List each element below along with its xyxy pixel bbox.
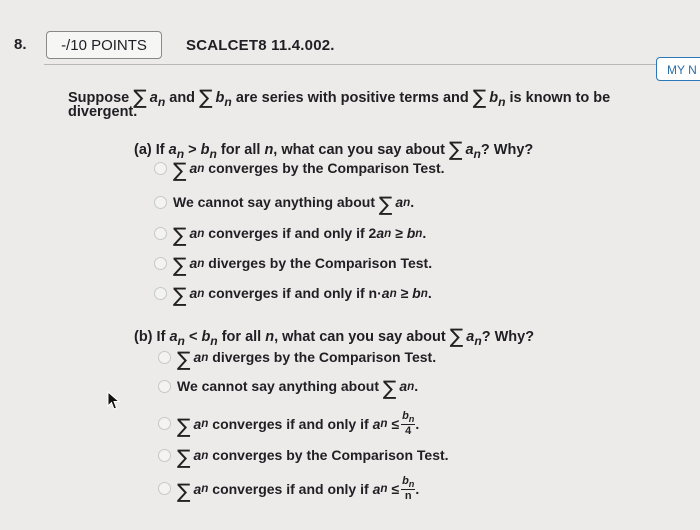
intro-line: Suppose ∑ $a_n$ and ∑ $b_n$ are series with positive terms and ∑ $b_n$ is known to be [68,85,611,109]
radio-button[interactable] [158,482,171,495]
radio-button[interactable] [154,162,167,175]
part-a-option-5[interactable]: ∑ a n converges if and only if n· a n ≥ b n . [154,281,432,305]
points-box: -/10 POINTS [46,31,162,59]
part-b-option-2[interactable]: We cannot say anything about ∑ a n . [158,374,418,398]
intro-line-2: divergent. [68,104,138,120]
radio-button[interactable] [154,287,167,300]
header-divider [44,64,700,65]
part-b-option-3[interactable]: ∑ a n converges if and only if a n ≤ $\frac{b_n}{4}$ . [158,410,419,437]
part-b-question: (b) If $a_n < b_n$ for all n, what can you say about ∑ $a_n$? Why? [134,324,535,348]
sigma-icon: ∑ [177,478,191,503]
sigma-icon: ∑ [449,324,464,348]
radio-button[interactable] [154,196,167,209]
sigma-icon: ∑ [448,137,463,161]
sigma-icon: ∑ [472,85,487,109]
sigma-icon: ∑ [382,376,397,400]
sigma-icon: ∑ [177,445,191,469]
sigma-icon: ∑ [378,192,393,216]
sigma-icon: ∑ [173,223,187,247]
radio-button[interactable] [158,351,171,364]
my-notes-button[interactable]: MY N [656,57,700,81]
radio-button[interactable] [154,257,167,270]
mouse-cursor-icon [107,391,121,411]
question-code: SCALCET8 11.4.002. [186,37,335,54]
part-a-question: (a) If $a_n > b_n$ for all n, what can you say about ∑ $a_n$? Why? [134,137,534,161]
sigma-icon: ∑ [199,85,213,109]
part-b-option-1[interactable]: ∑ a n diverges by the Comparison Test. [158,345,436,369]
part-b-option-4[interactable]: ∑ a n converges by the Comparison Test. [158,443,449,467]
fraction-bn-over-4: $\frac{b_n}{4}$ [402,410,415,438]
radio-button[interactable] [158,380,171,393]
part-a-option-3[interactable]: ∑ a n converges if and only if 2 a n ≥ b n . [154,221,426,245]
sigma-icon: ∑ [133,85,147,109]
sigma-icon: ∑ [177,413,191,438]
sigma-icon: ∑ [177,347,191,371]
radio-button[interactable] [158,449,171,462]
sigma-icon: ∑ [173,158,187,182]
part-a-option-4[interactable]: ∑ a n diverges by the Comparison Test. [154,251,432,275]
question-number: 8. [14,36,27,53]
radio-button[interactable] [158,417,171,430]
part-a-option-1[interactable]: ∑ a n converges by the Comparison Test. [154,156,445,180]
part-a-option-2[interactable]: We cannot say anything about ∑ a n . [154,190,414,214]
radio-button[interactable] [154,227,167,240]
part-b-option-5[interactable]: ∑ a n converges if and only if a n ≤ $\frac{b_n}{n}$ . [158,475,419,502]
sigma-icon: ∑ [173,283,187,307]
sigma-icon: ∑ [173,253,187,277]
fraction-bn-over-n: $\frac{b_n}{n}$ [402,475,415,503]
